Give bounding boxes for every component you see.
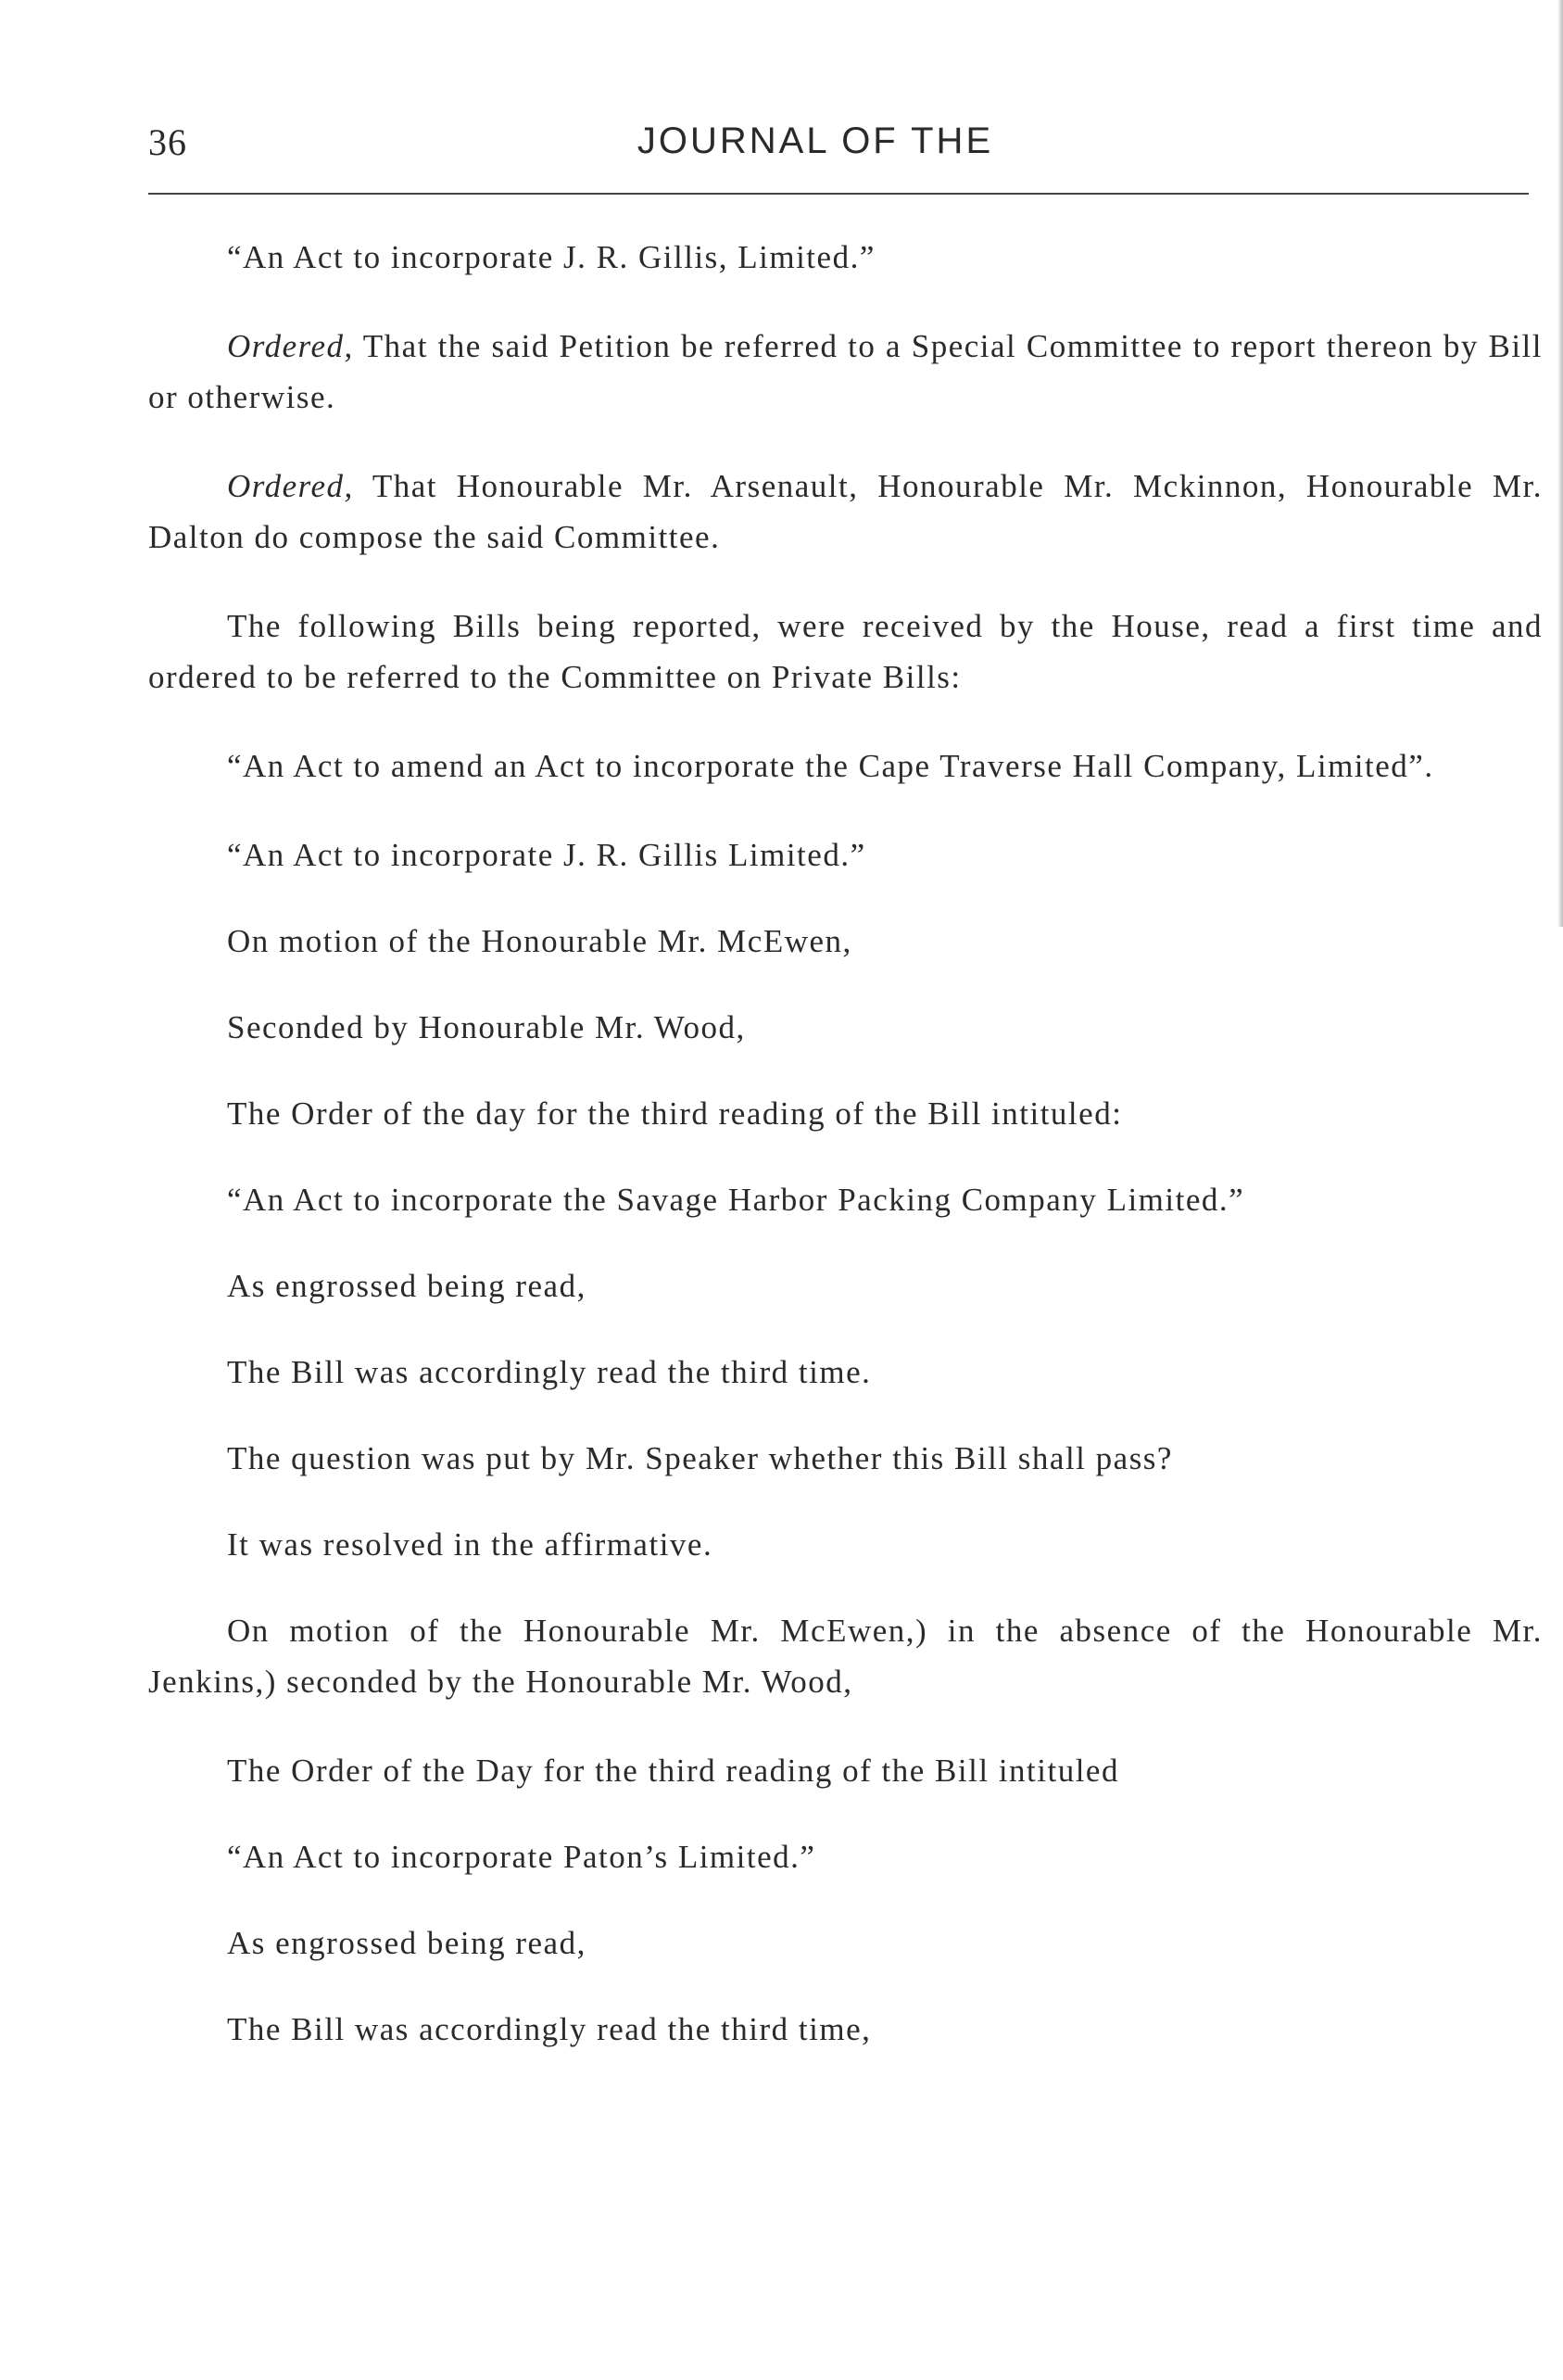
paragraph-third-reading-2: The Bill was accordingly read the third time, bbox=[227, 2011, 872, 2047]
journal-body bbox=[148, 232, 1543, 2090]
page-number: 36 bbox=[148, 121, 187, 163]
paragraph-motion-jenkins: On motion of the Honourable Mr. McEwen,) in the absence of the Honourable Mr. Jenkins,) seconded by the Honourable Mr. Wood, bbox=[148, 1613, 1543, 1700]
header-rule bbox=[148, 193, 1529, 195]
paragraph-act-cape-traverse: “An Act to amend an Act to incorporate the Cape Traverse Hall Company, Limited”. bbox=[227, 748, 1434, 784]
paragraph-motion-mcewen: On motion of the Honourable Mr. McEwen, bbox=[227, 923, 852, 959]
ordered-lead: Ordered, bbox=[227, 328, 354, 364]
paragraph-act-gillis: “An Act to incorporate J. R. Gillis Limited.” bbox=[227, 837, 866, 873]
page-edge-shadow bbox=[1557, 0, 1563, 927]
paragraph-engrossed: As engrossed being read, bbox=[227, 1268, 586, 1304]
paragraph-order-special-committee: Ordered, That the said Petition be referred to a Special Committee to report thereon by Bill or otherwise. bbox=[148, 328, 1543, 415]
paragraph-third-reading: The Bill was accordingly read the third time. bbox=[227, 1354, 872, 1390]
paragraph-order-committee-members: Ordered, That Honourable Mr. Arsenault, Honourable Mr. Mckinnon, Honourable Mr. Dalton do compose the said Committee. bbox=[148, 468, 1543, 555]
paragraph-order-of-day-2: The Order of the Day for the third reading of the Bill intituled bbox=[227, 1753, 1119, 1789]
paragraph-question-put: The question was put by Mr. Speaker whether this Bill shall pass? bbox=[227, 1440, 1173, 1476]
paragraph-engrossed-2: As engrossed being read, bbox=[227, 1925, 586, 1961]
paragraph-resolved: It was resolved in the affirmative. bbox=[227, 1526, 713, 1563]
ordered-lead: Ordered, bbox=[227, 468, 354, 504]
paragraph-act-patons: “An Act to incorporate Paton’s Limited.” bbox=[227, 1839, 816, 1875]
paragraph-bills-reported: The following Bills being reported, were received by the House, read a first time and ordered to be referred to the Committee on Private Bills: bbox=[148, 608, 1543, 695]
running-head: JOURNAL OF THE bbox=[637, 120, 994, 161]
paragraph-act-savage-harbor: “An Act to incorporate the Savage Harbor Packing Company Limited.” bbox=[227, 1182, 1245, 1218]
paragraph-seconded-wood: Seconded by Honourable Mr. Wood, bbox=[227, 1009, 746, 1045]
paragraph-order-of-day: The Order of the day for the third reading of the Bill intituled: bbox=[227, 1095, 1123, 1132]
paragraph-act-gillis-petition: “An Act to incorporate J. R. Gillis, Limited.” bbox=[227, 239, 876, 275]
